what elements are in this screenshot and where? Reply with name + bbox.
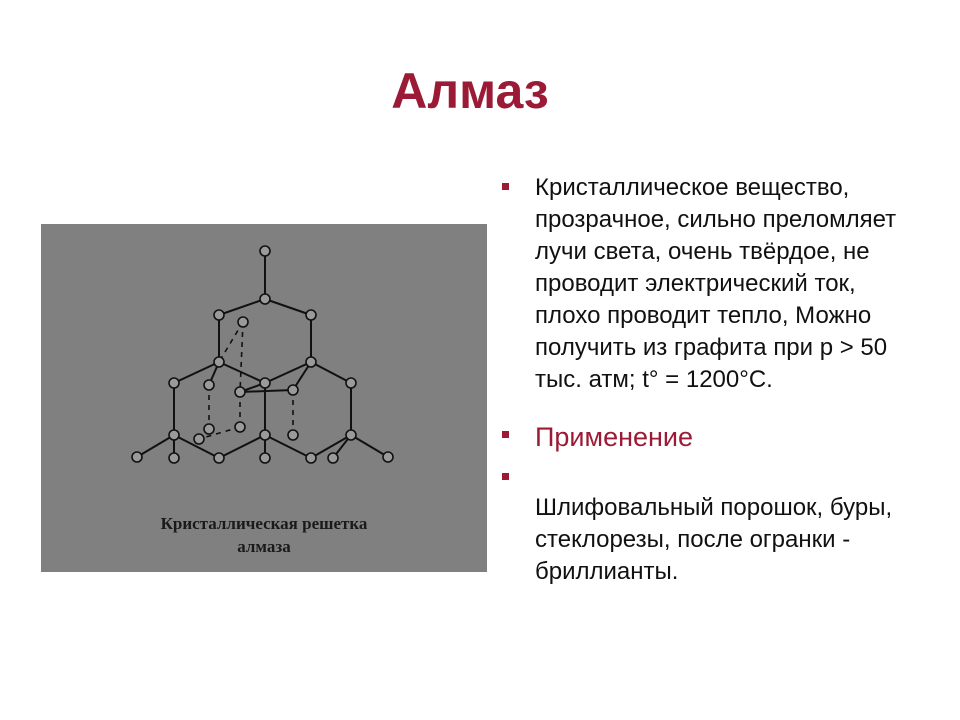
- lattice-atom: [260, 430, 270, 440]
- lattice-atom: [260, 294, 270, 304]
- application-heading: Применение: [535, 422, 694, 452]
- lattice-bond: [265, 435, 311, 458]
- slide-title: Алмаз: [391, 63, 549, 119]
- lattice-bond: [265, 299, 311, 315]
- lattice-bond: [219, 435, 265, 458]
- lattice-atom: [306, 357, 316, 367]
- lattice-atom: [288, 430, 298, 440]
- application-text: Шлифовальный порошок, буры, стеклорезы, после огранки - бриллианты.: [535, 494, 893, 585]
- figure-caption-line-2: алмаза: [237, 537, 291, 556]
- bullet-marker: [502, 431, 509, 438]
- properties-text: Кристаллическое вещество, прозрачное, сильно преломляет лучи света, очень твёрдое, не проводит электрический ток, плохо проводит тепло, Можно получить из графита при р > 50 тыс. атм; t° = 1200°С.: [535, 174, 897, 393]
- lattice-bond: [240, 390, 293, 392]
- lattice-atom: [383, 452, 393, 462]
- bullet-marker: [502, 473, 509, 480]
- lattice-atom: [260, 453, 270, 463]
- lattice-atom: [214, 357, 224, 367]
- lattice-bond: [311, 362, 351, 383]
- lattice-atom: [328, 453, 338, 463]
- lattice-bond: [137, 435, 174, 457]
- lattice-atom: [132, 452, 142, 462]
- lattice-bond: [219, 299, 265, 315]
- lattice-atom: [260, 246, 270, 256]
- lattice-atom: [260, 378, 270, 388]
- figure-caption-line-1: Кристаллическая решетка: [160, 514, 368, 533]
- crystal-lattice-figure: [41, 224, 487, 572]
- lattice-bond: [351, 435, 388, 457]
- bullet-empty: [498, 462, 918, 492]
- lattice-atom: [169, 430, 179, 440]
- lattice-atom: [214, 310, 224, 320]
- application-text-block: [498, 492, 918, 588]
- bullet-marker: [502, 183, 509, 190]
- diamond-lattice-diagram: [41, 224, 487, 504]
- lattice-atom: [346, 430, 356, 440]
- bullet-list: [498, 172, 918, 588]
- bullet-application: [498, 420, 918, 454]
- bullet-properties: [498, 172, 918, 396]
- lattice-atom: [204, 424, 214, 434]
- lattice-atom: [204, 380, 214, 390]
- lattice-atom: [346, 378, 356, 388]
- lattice-atom: [169, 453, 179, 463]
- lattice-atom: [169, 378, 179, 388]
- lattice-atom: [214, 453, 224, 463]
- figure-caption: [41, 512, 487, 558]
- lattice-bond-hidden: [219, 322, 243, 362]
- lattice-atom: [194, 434, 204, 444]
- lattice-atom: [235, 387, 245, 397]
- lattice-atom: [306, 310, 316, 320]
- lattice-atom: [306, 453, 316, 463]
- lattice-bond-hidden: [240, 322, 243, 392]
- lattice-atom: [235, 422, 245, 432]
- lattice-atom: [238, 317, 248, 327]
- lattice-bond: [219, 362, 265, 383]
- lattice-atom: [288, 385, 298, 395]
